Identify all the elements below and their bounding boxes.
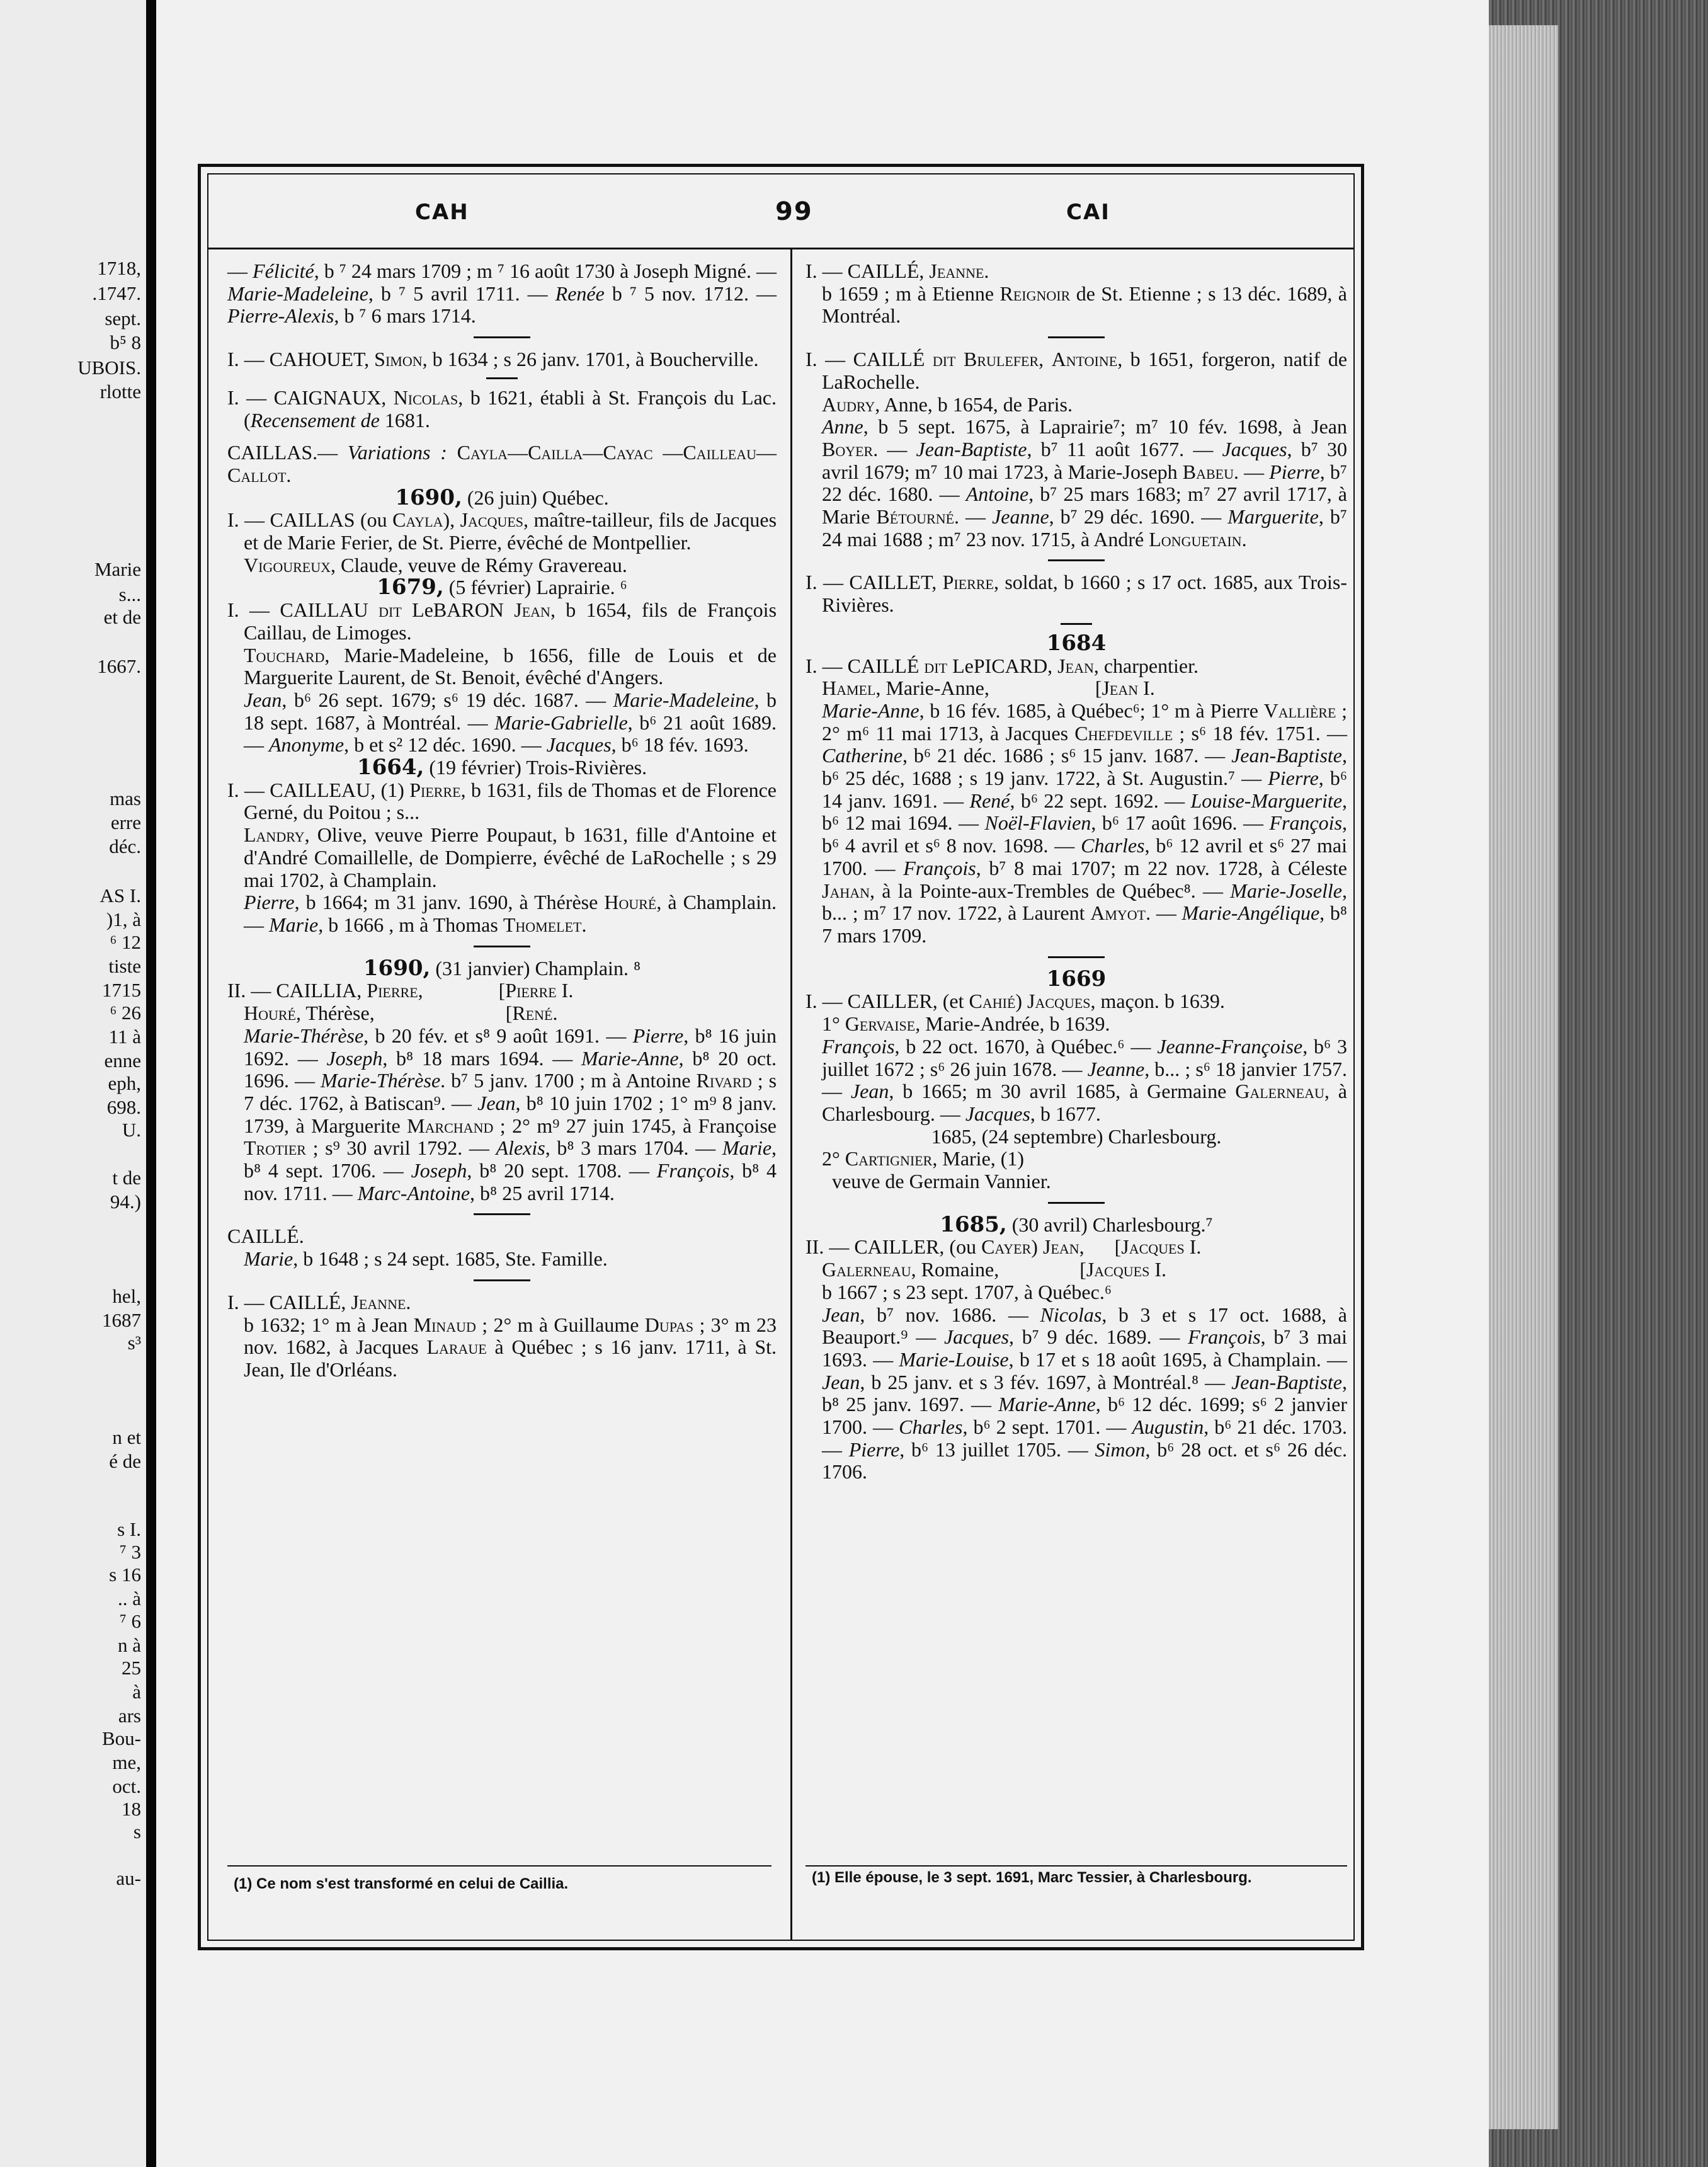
previous-page-text-fragment: eph,: [108, 1072, 141, 1094]
previous-page-text-fragment: au-: [116, 1867, 141, 1889]
genealogy-entry: I. — CAILLER, (et Cahié) Jacques, maçon. b 1639.: [806, 990, 1225, 1013]
page-number: 99: [775, 197, 813, 226]
entry-separator: [1048, 1202, 1105, 1204]
previous-page-text-fragment: é de: [109, 1450, 141, 1472]
previous-page-text-fragment: 25: [122, 1657, 141, 1679]
entry-text: CAILLÉ.: [227, 1225, 304, 1248]
entry-text: CAILLAS.— Variations : Cayla—Cailla—Cayac —Cailleau—Callot.: [227, 441, 777, 486]
entry-detail: Galerneau, Romaine, [Jacques I.: [822, 1258, 1166, 1281]
previous-page-text-fragment: ⁷ 3: [119, 1541, 141, 1563]
left-column: [227, 260, 777, 1381]
entry-detail: Houré, Thérèse, [René.: [244, 1002, 558, 1025]
marriage-date-heading: 1669: [1046, 966, 1107, 992]
previous-page-text-fragment: AS I.: [100, 884, 141, 906]
entry-detail: veuve de Germain Vannier.: [822, 1170, 1051, 1193]
genealogy-entry: I. — CAILLAS (ou Cayla), Jacques, maître-tailleur, fils de Jacques et de Marie Ferier, de St. Pierre, évêché de Montpellier.: [227, 508, 777, 554]
previous-page-text-fragment: déc.: [109, 835, 141, 857]
previous-page-text-fragment: s 16: [109, 1564, 141, 1586]
genealogy-entry: I. — CAILLAU dit LeBARON Jean, b 1654, fils de François Caillau, de Limoges.: [227, 598, 777, 644]
genealogy-entry: I. — CAILLEAU, (1) Pierre, b 1631, fils de Thomas et de Florence Gerné, du Poitou ; s...: [227, 778, 777, 824]
page-frame: [198, 164, 1364, 1950]
entry-detail: Audry, Anne, b 1654, de Paris.: [822, 392, 1073, 416]
entry-separator: [474, 1279, 530, 1281]
previous-page-text-fragment: ⁶ 26: [110, 1002, 141, 1024]
previous-page-text-fragment: 1718,: [97, 257, 141, 279]
entry-detail: Marie-Thérèse, b 20 fév. et s⁸ 9 août 1691. — Pierre, b⁸ 16 juin 1692. — Joseph, b⁸ 18 mars 1694. — Marie-Anne, b⁸ 20 oct. 1696. — Marie-Thérèse. b⁷ 5 janv. 1700 ; m à Antoine Rivard ; s 7 déc. 1762, à Batiscan⁹. — Jean, b⁸ 10 juin 1702 ; 1° m⁹ 8 janv. 1739, à Marguerite Marchand ; 2° m⁹ 27 juin 1745, à Françoise Trotier ; s⁹ 30 avril 1792. — Alexis, b⁸ 3 mars 1704. — Marie, b⁸ 4 sept. 1706. — Joseph, b⁸ 20 sept. 1708. — François, b⁸ 4 nov. 1711. — Marc-Antoine, b⁸ 25 avril 1714.: [244, 1024, 777, 1204]
marriage-date-heading: 1685, (24 septembre) Charlesbourg.: [931, 1124, 1222, 1148]
previous-page-text-fragment: s³: [127, 1332, 141, 1354]
previous-page-text-fragment: )1, à: [106, 908, 141, 930]
previous-page-text-fragment: et de: [103, 606, 141, 628]
previous-page-text-fragment: enne: [104, 1049, 141, 1072]
previous-page-text-fragment: 1667.: [97, 655, 141, 677]
entry-separator: [474, 946, 530, 947]
previous-page-text-fragment: erre: [110, 811, 141, 833]
entry-separator: [1048, 336, 1105, 338]
previous-page-text-fragment: hel,: [112, 1285, 141, 1307]
footnote-rule-right: [806, 1865, 1347, 1867]
entry-detail: Vigoureux, Claude, veuve de Rémy Gravereau.: [244, 553, 627, 576]
book-gutter: [146, 0, 156, 2167]
marriage-date-heading: 1690, (31 janvier) Champlain. ⁸: [363, 955, 641, 981]
footnote-rule-left: [227, 1865, 771, 1867]
running-header: [208, 174, 1353, 249]
entry-detail: b 1659 ; m à Etienne Reignoir de St. Etienne ; s 13 déc. 1689, à Montréal.: [822, 282, 1348, 328]
previous-page-text-fragment: .1747.: [92, 282, 141, 304]
previous-page-text-fragment: t de: [112, 1167, 141, 1189]
entry-detail: Landry, Olive, veuve Pierre Poupaut, b 1631, fille d'Antoine et d'André Comaillelle, de Dompierre, évêché de LaRochelle ; s 29 mai 1702, à Champlain.: [244, 823, 777, 891]
entry-detail: Jean, b⁶ 26 sept. 1679; s⁶ 19 déc. 1687. — Marie-Madeleine, b 18 sept. 1687, à Montréal. — Marie-Gabrielle, b⁶ 21 août 1689. — Anonyme, b et s² 12 déc. 1690. — Jacques, b⁶ 18 fév. 1693.: [244, 688, 777, 757]
genealogy-entry: I. — CAILLET, Pierre, soldat, b 1660 ; s 17 oct. 1685, aux Trois-Rivières.: [806, 571, 1348, 617]
previous-page-text-fragment: tiste: [108, 955, 141, 977]
page-stack: [1489, 25, 1558, 2129]
entry-detail: 1° Gervaise, Marie-Andrée, b 1639.: [822, 1012, 1110, 1036]
entry-detail: b 1632; 1° m à Jean Minaud ; 2° m à Guillaume Dupas ; 3° m 23 nov. 1682, à Jacques Laraue à Québec ; s 16 janv. 1711, à St. Jean, Ile d'Orléans.: [244, 1313, 777, 1381]
previous-page-text-fragment: ⁶ 12: [110, 931, 141, 953]
previous-page-text-fragment: n et: [112, 1426, 141, 1448]
marriage-date-heading: 1679, (5 février) Laprairie. ⁶: [377, 575, 627, 600]
entry-detail: François, b 22 oct. 1670, à Québec.⁶ — Jeanne-Françoise, b⁶ 3 juillet 1672 ; s⁶ 26 juin 1678. — Jeanne, b... ; s⁶ 18 janvier 1757. — Jean, b 1665; m 30 avril 1685, à Germaine Galerneau, à Charlesbourg. — Jacques, b 1677.: [822, 1034, 1348, 1125]
marriage-date-heading: 1690, (26 juin) Québec.: [395, 484, 609, 510]
header-right-guide-word: CAI: [1066, 200, 1110, 225]
genealogy-entry: I. — CAILLÉ dit LePICARD, Jean, charpentier.: [806, 654, 1198, 677]
genealogy-entry: I. — CAILLÉ, Jeanne.: [227, 1290, 411, 1313]
previous-page-text-fragment: 698.: [106, 1096, 141, 1118]
marriage-date-heading: 1684: [1046, 630, 1107, 656]
marriage-date-heading: 1664, (19 février) Trois-Rivières.: [356, 755, 647, 780]
right-column: [806, 260, 1347, 1484]
previous-page-text-fragment: Bou-: [102, 1727, 141, 1749]
entry-separator: [1048, 956, 1105, 958]
entry-detail: Marie-Anne, b 16 fév. 1685, à Québec⁶; 1° m à Pierre Vallière ; 2° m⁶ 11 mai 1713, à Jacques Chefdeville ; s⁶ 18 fév. 1751. — Catherine, b⁶ 21 déc. 1686 ; s⁶ 15 janv. 1687. — Jean-Baptiste, b⁶ 25 déc, 1688 ; s 19 janv. 1722, à St. Augustin.⁷ — Pierre, b⁶ 14 janv. 1691. — René, b⁶ 22 sept. 1692. — Louise-Marguerite, b⁶ 12 mai 1694. — Noël-Flavien, b⁶ 17 août 1696. — François, b⁶ 4 avril et s⁶ 8 nov. 1698. — Charles, b⁶ 12 avril et s⁶ 27 mai 1700. — François, b⁷ 8 mai 1707; m 22 nov. 1728, à Céleste Jahan, à la Pointe-aux-Trembles de Québec⁸. — Marie-Joselle, b... ; m⁷ 17 nov. 1722, à Laurent Amyot. — Marie-Angélique, b⁸ 7 mars 1709.: [822, 699, 1348, 947]
previous-page-text-fragment: ⁷ 6: [119, 1610, 141, 1632]
spacer: [227, 432, 777, 442]
dictionary-page: [156, 0, 1489, 2167]
previous-page-text-fragment: s: [133, 1821, 141, 1843]
previous-page-text-fragment: sept.: [105, 307, 141, 329]
entry-detail: Marie, b 1648 ; s 24 sept. 1685, Ste. Famille.: [244, 1247, 608, 1271]
previous-page-text-fragment: b⁵ 8: [110, 331, 141, 353]
previous-page-text-fragment: s...: [118, 583, 141, 605]
marriage-date-heading: 1685, (30 avril) Charlesbourg.⁷: [940, 1211, 1213, 1237]
previous-page-text-fragment: 11 à: [108, 1026, 141, 1048]
previous-page-text-fragment: U.: [122, 1119, 141, 1141]
previous-page-text-fragment: rlotte: [100, 380, 141, 403]
previous-page-text-fragment: 18: [122, 1798, 141, 1820]
genealogy-entry: I. — CAIGNAUX, Nicolas, b 1621, établi à St. François du Lac. (Recensement de 1681.: [227, 386, 777, 432]
header-left-guide-word: CAH: [415, 200, 469, 225]
entry-detail: 2° Cartignier, Marie, (1): [822, 1147, 1025, 1170]
previous-page-text-fragment: 1715: [102, 979, 141, 1001]
entry-detail: b 1667 ; s 23 sept. 1707, à Québec.⁶: [822, 1280, 1112, 1303]
previous-page-text-fragment: à: [132, 1681, 141, 1703]
entry-separator: [1048, 559, 1105, 561]
previous-page-text-fragment: me,: [112, 1751, 141, 1773]
previous-page-text-fragment: s I.: [117, 1518, 141, 1540]
column-divider: [790, 248, 792, 1940]
previous-page-text-fragment: 94.): [110, 1191, 141, 1213]
entry-detail: Anne, b 5 sept. 1675, à Laprairie⁷; m⁷ 10 fév. 1698, à Jean Boyer. — Jean-Baptiste, b⁷ 11 août 1677. — Jacques, b⁷ 30 avril 1679; m⁷ 10 mai 1723, à Marie-Joseph Babeu. — Pierre, b⁷ 22 déc. 1680. — Antoine, b⁷ 25 mars 1683; m⁷ 27 avril 1717, à Marie Bétourné. — Jeanne, b⁷ 29 déc. 1690. — Marguerite, b⁷ 24 mai 1688 ; m⁷ 23 nov. 1715, à André Longuetain.: [822, 415, 1348, 551]
previous-page-text-fragment: UBOIS.: [77, 357, 141, 379]
entry-detail: Jean, b⁷ nov. 1686. — Nicolas, b 3 et s 17 oct. 1688, à Beauport.⁹ — Jacques, b⁷ 9 déc. 1689. — François, b⁷ 3 mai 1693. — Marie-Louise, b 17 et s 18 août 1695, à Champlain. — Jean, b 25 janv. et s 3 fév. 1697, à Montréal.⁸ — Jean-Baptiste, b⁸ 25 janv. 1697. — Marie-Anne, b⁶ 12 déc. 1699; s⁶ 2 janvier 1700. — Charles, b⁶ 2 sept. 1701. — Augustin, b⁶ 21 déc. 1703. — Pierre, b⁶ 13 juillet 1705. — Simon, b⁶ 28 oct. et s⁶ 26 déc. 1706.: [822, 1303, 1348, 1484]
previous-page-text-fragment: oct.: [112, 1775, 141, 1797]
entry-separator: [474, 336, 530, 338]
genealogy-entry: I. — CAILLÉ dit Brulefer, Antoine, b 1651, forgeron, natif de LaRochelle.: [806, 348, 1348, 393]
previous-page-text-fragment: 1687: [102, 1309, 141, 1331]
entry-detail: Touchard, Marie-Madeleine, b 1656, fille de Louis et de Marguerite Laurent, de St. Benoit, évêché d'Angers.: [244, 643, 777, 689]
entry-separator: [486, 377, 518, 379]
previous-page-text-fragment: ars: [118, 1705, 141, 1727]
entry-detail: Pierre, b 1664; m 31 janv. 1690, à Thérèse Houré, à Champlain. — Marie, b 1666 , m à Thomas Thomelet.: [244, 891, 777, 936]
genealogy-entry: I. — CAHOUET, Simon, b 1634 ; s 26 janv. 1701, à Boucherville.: [227, 348, 759, 371]
previous-page-text-fragment: .. à: [117, 1587, 141, 1610]
entry-separator: [1061, 623, 1092, 625]
book-page-edges: [1489, 0, 1708, 2167]
previous-page-text-fragment: Marie: [94, 558, 141, 580]
footnote-right: (1) Elle épouse, le 3 sept. 1691, Marc Tessier, à Charlesbourg.: [812, 1869, 1252, 1886]
previous-page-edge: [0, 0, 151, 2167]
page-frame-inner: [207, 173, 1355, 1941]
entry-text: — Félicité, b ⁷ 24 mars 1709 ; m ⁷ 16 août 1730 à Joseph Migné. — Marie-Madeleine, b ⁷ 5 avril 1711. — Renée b ⁷ 5 nov. 1712. — Pierre-Alexis, b ⁷ 6 mars 1714.: [227, 260, 777, 328]
previous-page-text-fragment: n à: [117, 1634, 141, 1656]
previous-page-text-fragment: mas: [110, 787, 141, 809]
entry-detail: Hamel, Marie-Anne, [Jean I.: [822, 677, 1155, 700]
footnote-left: (1) Ce nom s'est transformé en celui de Caillia.: [234, 1875, 569, 1892]
entry-separator: [474, 1213, 530, 1215]
genealogy-entry: I. — CAILLÉ, Jeanne.: [806, 260, 989, 282]
genealogy-entry: II. — CAILLIA, Pierre, [Pierre I.: [227, 979, 574, 1002]
genealogy-entry: II. — CAILLER, (ou Cayer) Jean, [Jacques I.: [806, 1235, 1202, 1259]
